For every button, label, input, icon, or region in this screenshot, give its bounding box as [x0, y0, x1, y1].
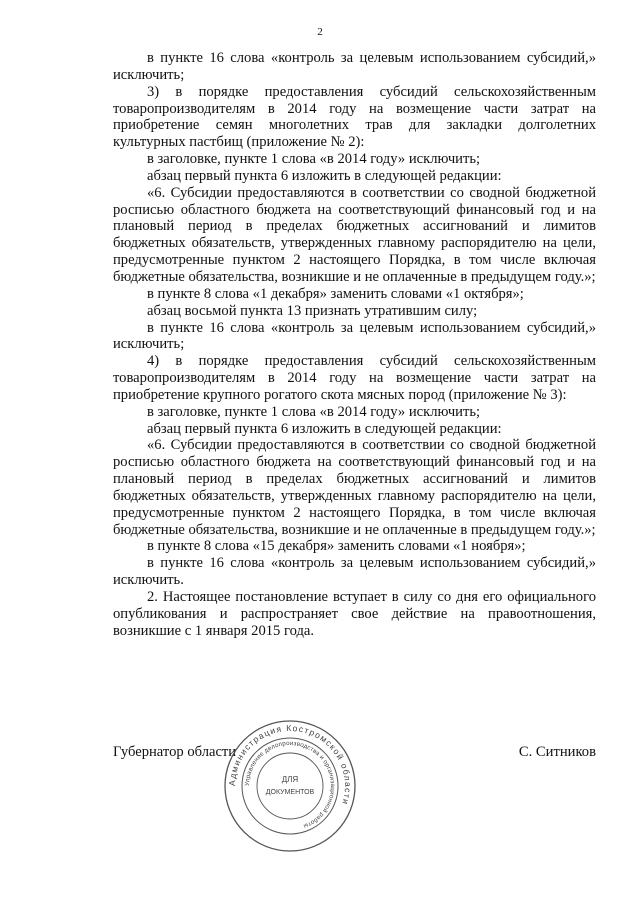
paragraph: «6. Субсидии предоставляются в соответствии со сводной бюджетной росписью областного бюджета на соответствующий финансовый год и на плановый период в пределах бюджетных ассигнований и лимитов бюджетных обязательств, утвержденных главному распорядителю на цели, предусмотренные пунктом 2 настоящего Порядка, в том числе включая бюджетные обязательства, возникшие и не оплаченные в предыдущем году.»;	[113, 437, 596, 538]
paragraph: 2. Настоящее постановление вступает в силу со дня его официального опубликования и распространяет свое действие на правоотношения, возникшие с 1 января 2015 года.	[113, 589, 596, 639]
paragraph: в пункте 16 слова «контроль за целевым использованием субсидий,» исключить;	[113, 319, 596, 353]
stamp-outer-text: Администрация Костромской области	[226, 722, 354, 807]
paragraph: «6. Субсидии предоставляются в соответствии со сводной бюджетной росписью областного бюджета на соответствующий финансовый год и на плановый период в пределах бюджетных ассигнований и лимитов бюджетных обязательств, утвержденных главному распорядителю на цели, предусмотренные пунктом 2 настоящего Порядка, в том числе включая бюджетные обязательства, возникшие и не оплаченные в предыдущем году.»;	[113, 184, 596, 285]
paragraph: в пункте 16 слова «контроль за целевым использованием субсидий,» исключить.	[113, 555, 596, 589]
paragraph: абзац восьмой пункта 13 признать утратившим силу;	[147, 302, 478, 319]
signatory-position: Губернатор области	[113, 744, 237, 760]
paragraph: абзац первый пункта 6 изложить в следующей редакции:	[147, 167, 502, 184]
stamp-center-text-2: ДОКУМЕНТОВ	[265, 789, 315, 796]
paragraph: абзац первый пункта 6 изложить в следующей редакции:	[147, 420, 502, 437]
paragraph: в пункте 8 слова «15 декабря» заменить словами «1 ноября»;	[147, 538, 526, 555]
stamp-center-text-1: ДЛЯ	[281, 775, 299, 784]
paragraph: в заголовке, пункте 1 слова «в 2014 году» исключить;	[147, 151, 481, 168]
paragraph: 4) в порядке предоставления субсидий сельскохозяйственным товаропроизводителям в 2014 году на возмещение части затрат на приобретение крупного рогатого скота мясных пород (приложение № 3):	[113, 353, 596, 403]
signatory-name: С. Ситников	[518, 744, 596, 760]
paragraph: в пункте 8 слова «1 декабря» заменить словами «1 октября»;	[147, 285, 524, 302]
page-number: 2	[317, 26, 323, 38]
paragraph: 3) в порядке предоставления субсидий сельскохозяйственным товаропроизводителям в 2014 году на возмещение части затрат на приобретение семян многолетних трав для закладки долголетних культурных пастбищ (приложение № 2):	[113, 83, 596, 151]
paragraph: в заголовке, пункте 1 слова «в 2014 году» исключить;	[147, 403, 481, 420]
document-body	[113, 50, 596, 640]
stamp-inner-text: Управление делопроизводства и организационной работы	[243, 739, 337, 830]
paragraph: в пункте 16 слова «контроль за целевым использованием субсидий,» исключить;	[113, 50, 596, 83]
official-stamp	[222, 718, 358, 854]
